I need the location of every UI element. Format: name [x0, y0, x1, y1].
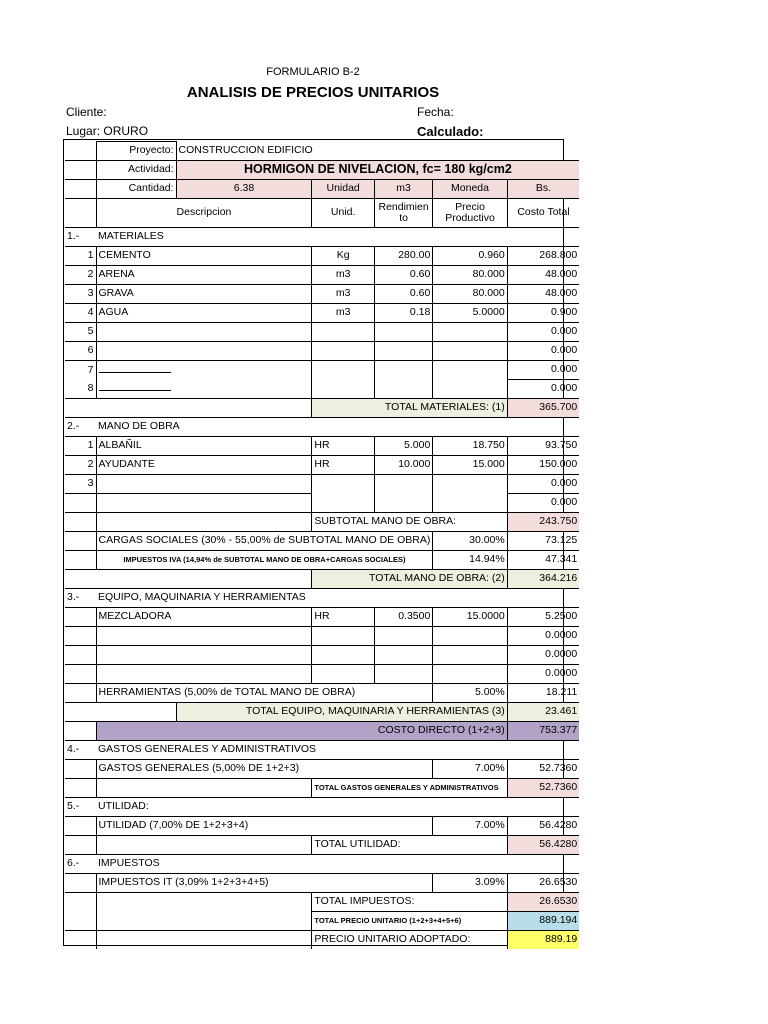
material-row — [65, 380, 579, 399]
item-performance[interactable]: 10.000 — [374, 456, 432, 475]
item-description[interactable] — [96, 627, 312, 646]
profit-pct[interactable]: 7.00% — [433, 817, 507, 836]
section-title: IMPUESTOS — [96, 855, 312, 874]
social-charges-label: CARGAS SOCIALES (30% - 55,00% de SUBTOTAL MANO DE OBRA) — [96, 532, 433, 551]
row-number: 3 — [65, 475, 96, 494]
labor-total-row — [65, 570, 579, 589]
item-total: 0.000 — [507, 323, 579, 342]
col-total: Costo Total — [507, 199, 579, 228]
adopted-price-row — [65, 931, 579, 950]
equipment-total-row — [65, 703, 579, 722]
iva-label: IMPUESTOS IVA (14,94% de SUBTOTAL MANO DE OBRA+CARGAS SOCIALES) — [96, 551, 433, 570]
item-description[interactable] — [96, 361, 312, 380]
section-header-labor — [65, 418, 579, 437]
overhead-total: 52.7360 — [507, 779, 579, 798]
item-unit[interactable] — [312, 342, 374, 361]
row-number: 3 — [65, 285, 96, 304]
item-performance[interactable] — [374, 323, 432, 342]
activity-row — [65, 161, 579, 180]
item-total: 268.800 — [507, 247, 579, 266]
item-price[interactable] — [433, 361, 507, 380]
section-number: 4.- — [65, 741, 96, 760]
activity-label: Actividad: — [96, 161, 176, 180]
row-number: 6 — [65, 342, 96, 361]
direct-cost-label: COSTO DIRECTO (1+2+3) — [96, 722, 507, 741]
item-unit[interactable]: HR — [312, 456, 374, 475]
date-label: Fecha: — [417, 105, 454, 119]
section-number: 5.- — [65, 798, 96, 817]
equipment-row — [65, 646, 579, 665]
item-performance[interactable]: 0.18 — [374, 304, 432, 323]
item-performance[interactable] — [374, 665, 432, 684]
material-row — [65, 323, 579, 342]
item-price[interactable] — [433, 646, 507, 665]
unit-price: 889.194 — [507, 912, 579, 931]
project-row — [65, 142, 579, 161]
col-unit: Unid. — [312, 199, 374, 228]
item-total: 0.000 — [507, 361, 579, 380]
item-price[interactable]: 18.750 — [433, 437, 507, 456]
section-header-equipment — [65, 589, 579, 608]
row-number: 8 — [65, 380, 96, 399]
section-title: GASTOS GENERALES Y ADMINISTRATIVOS — [96, 741, 374, 760]
direct-cost-row — [65, 722, 579, 741]
tax-total: 26.6530 — [507, 893, 579, 912]
item-price[interactable] — [433, 494, 507, 513]
item-performance[interactable] — [374, 361, 432, 380]
page-title: ANALISIS DE PRECIOS UNITARIOS — [186, 84, 440, 101]
section-header-materials — [65, 228, 579, 247]
adopted-price[interactable]: 889.19 — [507, 931, 579, 950]
section-header-profit — [65, 798, 579, 817]
item-total: 5.2500 — [507, 608, 579, 627]
item-performance[interactable] — [374, 380, 432, 399]
item-total: 150.000 — [507, 456, 579, 475]
item-performance[interactable]: 0.60 — [374, 285, 432, 304]
labor-row — [65, 456, 579, 475]
labor-subtotal: 243.750 — [507, 513, 579, 532]
item-total: 0.000 — [507, 494, 579, 513]
row-number: 4 — [65, 304, 96, 323]
materials-total: 365.700 — [507, 399, 579, 418]
item-unit[interactable] — [312, 627, 374, 646]
item-unit[interactable] — [312, 323, 374, 342]
item-total: 0.900 — [507, 304, 579, 323]
item-performance[interactable]: 280.00 — [374, 247, 432, 266]
col-price: Precio Productivo — [433, 199, 507, 228]
item-unit[interactable]: m3 — [312, 285, 374, 304]
calculated-label: Calculado: — [417, 124, 484, 139]
item-price[interactable]: 80.000 — [433, 285, 507, 304]
item-total: 48.000 — [507, 266, 579, 285]
item-performance[interactable]: 0.3500 — [374, 608, 432, 627]
social-charges-value: 73.125 — [507, 532, 579, 551]
section-number: 6.- — [65, 855, 96, 874]
overhead-row — [65, 760, 579, 779]
row-number: 2 — [65, 456, 96, 475]
material-row — [65, 361, 579, 380]
quantity-label: Cantidad: — [96, 180, 176, 199]
item-performance[interactable] — [374, 475, 432, 494]
section-title: UTILIDAD: — [96, 798, 312, 817]
direct-cost: 753.377 — [507, 722, 579, 741]
section-title: MANO DE OBRA — [96, 418, 312, 437]
item-price[interactable]: 80.000 — [433, 266, 507, 285]
profit-value: 56.4280 — [507, 817, 579, 836]
section-header-taxes — [65, 855, 579, 874]
currency-value[interactable]: Bs. — [507, 180, 579, 199]
overhead-pct[interactable]: 7.00% — [433, 760, 507, 779]
material-row — [65, 304, 579, 323]
item-description[interactable] — [96, 494, 312, 513]
item-description[interactable]: MEZCLADORA — [96, 608, 312, 627]
unit-price-label: TOTAL PRECIO UNITARIO (1+2+3+4+5+6) — [312, 912, 507, 931]
item-price[interactable] — [433, 342, 507, 361]
unit-label: Unidad — [312, 180, 374, 199]
item-price[interactable] — [433, 665, 507, 684]
tools-label: HERRAMIENTAS (5,00% de TOTAL MANO DE OBRA) — [96, 684, 433, 703]
equipment-row — [65, 665, 579, 684]
labor-row — [65, 437, 579, 456]
equipment-total-label: TOTAL EQUIPO, MAQUINARIA Y HERRAMIENTAS (3) — [176, 703, 507, 722]
item-price[interactable] — [433, 323, 507, 342]
item-unit[interactable] — [312, 361, 374, 380]
material-row — [65, 247, 579, 266]
equipment-row — [65, 627, 579, 646]
item-description[interactable] — [96, 475, 312, 494]
overhead-total-row — [65, 779, 579, 798]
item-unit[interactable]: m3 — [312, 304, 374, 323]
equipment-total: 23.461 — [507, 703, 579, 722]
item-price[interactable] — [433, 627, 507, 646]
unit-value[interactable]: m3 — [374, 180, 432, 199]
labor-total-label: TOTAL MANO DE OBRA: (2) — [312, 570, 507, 589]
materials-total-label: TOTAL MATERIALES: (1) — [312, 399, 507, 418]
material-row — [65, 285, 579, 304]
profit-total-row — [65, 836, 579, 855]
material-row — [65, 266, 579, 285]
project-label: Proyecto: — [96, 142, 176, 161]
overhead-label: GASTOS GENERALES (5,00% DE 1+2+3) — [96, 760, 433, 779]
item-description[interactable]: AGUA — [96, 304, 312, 323]
activity-value[interactable]: HORMIGON DE NIVELACION, fc= 180 kg/cm2 — [176, 161, 579, 180]
section-number: 1.- — [65, 228, 96, 247]
item-unit[interactable]: m3 — [312, 266, 374, 285]
profit-row — [65, 817, 579, 836]
section-title: MATERIALES — [96, 228, 312, 247]
item-performance[interactable]: 0.60 — [374, 266, 432, 285]
item-unit[interactable] — [312, 665, 374, 684]
project-value[interactable]: CONSTRUCCION EDIFICIO — [176, 142, 579, 161]
row-number: 5 — [65, 323, 96, 342]
item-total: 0.000 — [507, 342, 579, 361]
overhead-value: 52.7360 — [507, 760, 579, 779]
form-code: FORMULARIO B-2 — [266, 66, 360, 78]
item-description[interactable]: CEMENTO — [96, 247, 312, 266]
row-number: 1 — [65, 247, 96, 266]
item-unit[interactable] — [312, 494, 374, 513]
profit-label: UTILIDAD (7,00% DE 1+2+3+4) — [96, 817, 433, 836]
section-number: 3.- — [65, 589, 96, 608]
client-label: Cliente: — [66, 105, 107, 119]
tax-label: IMPUESTOS IT (3,09% 1+2+3+4+5) — [96, 874, 433, 893]
tax-pct[interactable]: 3.09% — [433, 874, 507, 893]
iva-value: 47.341 — [507, 551, 579, 570]
col-description: Descripcion — [96, 199, 312, 228]
item-price[interactable]: 15.000 — [433, 456, 507, 475]
item-unit[interactable]: HR — [312, 608, 374, 627]
iva-pct[interactable]: 14.94% — [433, 551, 507, 570]
item-unit[interactable] — [312, 475, 374, 494]
tax-value: 26.6530 — [507, 874, 579, 893]
materials-total-row — [65, 399, 579, 418]
column-header-row — [65, 199, 579, 228]
item-description[interactable] — [96, 342, 312, 361]
item-price[interactable]: 0.960 — [433, 247, 507, 266]
iva-row — [65, 551, 579, 570]
item-price[interactable]: 15.0000 — [433, 608, 507, 627]
section-number: 2.- — [65, 418, 96, 437]
item-unit[interactable] — [312, 380, 374, 399]
labor-row — [65, 494, 579, 513]
labor-subtotal-label: SUBTOTAL MANO DE OBRA: — [312, 513, 507, 532]
tax-total-row — [65, 893, 579, 912]
profit-total-label: TOTAL UTILIDAD: — [312, 836, 507, 855]
equipment-row — [65, 608, 579, 627]
tools-pct[interactable]: 5.00% — [433, 684, 507, 703]
currency-label: Moneda — [433, 180, 507, 199]
item-description[interactable]: GRAVA — [96, 285, 312, 304]
item-unit[interactable] — [312, 646, 374, 665]
material-row — [65, 342, 579, 361]
unit-price-row — [65, 912, 579, 931]
item-performance[interactable] — [374, 342, 432, 361]
item-performance[interactable] — [374, 646, 432, 665]
item-price[interactable] — [433, 475, 507, 494]
social-charges-pct[interactable]: 30.00% — [433, 532, 507, 551]
adopted-price-label: PRECIO UNITARIO ADOPTADO: — [312, 931, 507, 950]
item-total: 0.0000 — [507, 627, 579, 646]
item-price[interactable] — [433, 380, 507, 399]
item-total: 0.0000 — [507, 665, 579, 684]
item-description[interactable] — [96, 323, 312, 342]
quantity-value[interactable]: 6.38 — [176, 180, 312, 199]
tools-value: 18.211 — [507, 684, 579, 703]
col-performance: Rendimien to — [374, 199, 432, 228]
item-total: 93.750 — [507, 437, 579, 456]
labor-row — [65, 475, 579, 494]
item-unit[interactable]: Kg — [312, 247, 374, 266]
tools-row — [65, 684, 579, 703]
item-description[interactable] — [96, 665, 312, 684]
row-number: 2 — [65, 266, 96, 285]
item-total: 48.000 — [507, 285, 579, 304]
row-number: 1 — [65, 437, 96, 456]
row-number: 7 — [65, 361, 96, 380]
item-description[interactable]: AYUDANTE — [96, 456, 312, 475]
tax-total-label: TOTAL IMPUESTOS: — [312, 893, 507, 912]
item-description[interactable] — [96, 646, 312, 665]
section-header-overhead — [65, 741, 579, 760]
item-description[interactable] — [96, 380, 312, 399]
section-title: EQUIPO, MAQUINARIA Y HERRAMIENTAS — [96, 589, 374, 608]
item-performance[interactable]: 5.000 — [374, 437, 432, 456]
labor-total: 364.216 — [507, 570, 579, 589]
item-total: 0.000 — [507, 475, 579, 494]
item-price[interactable]: 5.0000 — [433, 304, 507, 323]
price-analysis-table — [65, 141, 579, 949]
item-description[interactable]: ARENA — [96, 266, 312, 285]
item-performance[interactable] — [374, 627, 432, 646]
item-unit[interactable]: HR — [312, 437, 374, 456]
profit-total: 56.4280 — [507, 836, 579, 855]
social-charges-row — [65, 532, 579, 551]
item-performance[interactable] — [374, 494, 432, 513]
overhead-total-label: TOTAL GASTOS GENERALES Y ADMINISTRATIVOS — [312, 779, 507, 798]
labor-subtotal-row — [65, 513, 579, 532]
item-total: 0.0000 — [507, 646, 579, 665]
item-total: 0.000 — [507, 380, 579, 399]
item-description[interactable]: ALBAÑIL — [96, 437, 312, 456]
location-label: Lugar: ORURO — [66, 124, 149, 138]
tax-row — [65, 874, 579, 893]
quantity-row — [65, 180, 579, 199]
